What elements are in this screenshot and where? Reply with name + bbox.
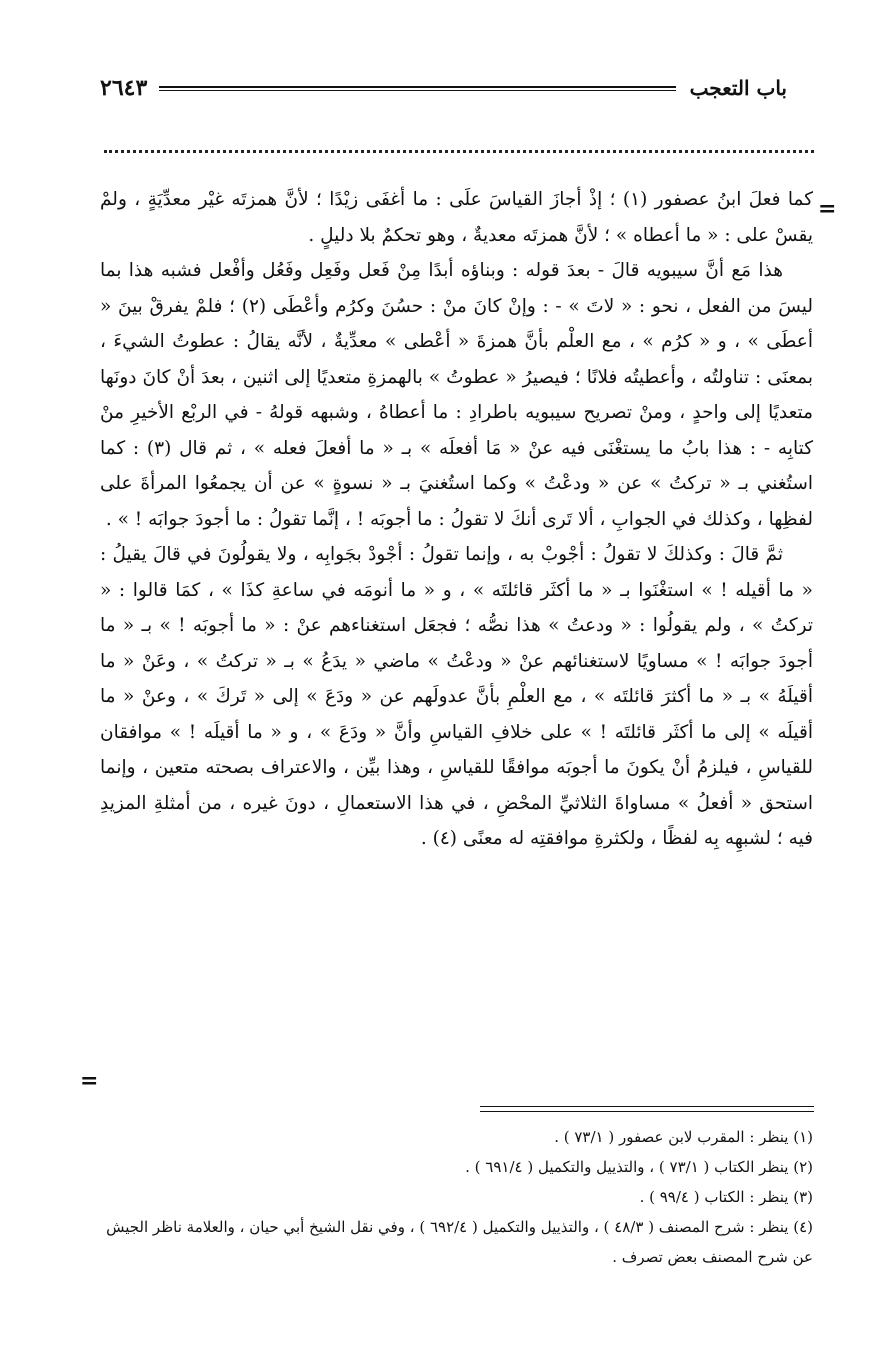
main-text xyxy=(100,182,813,857)
footnote: (٢) ينظر الكتاب ( ٧٣/١ ) ، والتذييل والتكميل ( ٦٩١/٤ ) . xyxy=(465,1158,813,1176)
continuation-mark-end: = xyxy=(80,1068,99,1094)
paragraph: كما فعلَ ابنُ عصفور (١) ؛ إذْ أجازَ القياسَ علَى : ما أغفَى زيْدًا ؛ لأنَّ همزتَه غيْر معدِّيَةٍ ، ولمْ يقسْ على : « ما أعطاه » ؛ لأنَّ همزتَه معديةٌ ، وهو تحكمٌ بلا دليلٍ . xyxy=(100,189,813,246)
paragraph: ثمَّ قالَ : وكذلكَ لا تقولُ : أجْوبْ به ، وإنما تقولُ : أجْودْ بجَوابِه ، ولا يقولُونَ في قالَ يقيلُ : « ما أقيله ! » استغْنَوا بـ « ما أكثَر قائلتَه » ، و « ما أنومَه في ساعةِ كذَا » ، كمَا قالوا : « تركتُ » ، ولم يقولُوا : « ودعتُ » هذا نصُّه ؛ فجعَل استغناءهم عنْ : « ما أجوبَه ! » بـ « ما أجودَ جوابَه ! » مساويًا لاستغنائهم عنْ « ودعْتُ » ماضي « يدَعُ » بـ « تركتُ » ، وعَنْ « ما أقيلَهُ » بـ « ما أكثرَ قائلتَه » ، مع العلْمِ بأنَّ عدولَهم عن « ودَعَ » إلى « تَركَ » ، وعنْ « ما أقيلَه » إلى ما أكثَر قائلتَه ! » على خلافِ القياسِ وأنَّ « ودَعَ » ، و « ما أقيلَه ! » موافقان للقياسِ ، فيلزمُ أنْ يكونَ ما أجوبَه موافقًا للقياسِ ، وهذا بيِّن ، والاعتراف بصحته متعين ، وإنما استحق « أفعلُ » مساواةَ الثلاثيِّ المحْضِ ، في هذا الاستعمالِ ، دونَ غيره ، من أمثلةِ المزيدِ فيه ؛ لشبهِه بِه لفظًا ، ولكثرةِ موافقتِه له معنًى (٤) . xyxy=(100,544,813,849)
header-rule xyxy=(159,86,675,91)
continuation-mark-start: = xyxy=(818,196,837,222)
footnote-rule xyxy=(480,1106,814,1112)
footnote: (٤) ينظر : شرح المصنف ( ٤٨/٣ ) ، والتذييل والتكميل ( ٦٩٢/٤ ) ، وفي نقل الشيخ أبي حيان ، والعلامة ناظر الجيش عن شرح المصنف بعض تصرف . xyxy=(106,1218,813,1266)
footnote: (١) ينظر : المقرب لابن عصفور ( ٧٣/١ ) . xyxy=(554,1128,813,1146)
page-header xyxy=(100,68,787,108)
page-number: ٢٦٤٣ xyxy=(100,75,148,101)
dotted-separator xyxy=(104,140,814,153)
footnote: (٣) ينظر : الكتاب ( ٩٩/٤ ) . xyxy=(639,1188,813,1206)
chapter-title: باب التعجب xyxy=(689,76,787,100)
paragraph: هذا مَع أنَّ سيبويه قالَ - بعدَ قوله : وبناؤه أبدًا مِنْ فَعل وفَعِل وفَعُل وأفْعل فشبه هذا بما ليسَ من الفعل ، نحو : « لاتَ » - : وإنْ كانَ منْ : حسُنَ وكرُم وأعْطَى (٢) ؛ فلمْ يفرقْ بينَ « أعطَى » ، و « كرُم » ، مع العلْم بأنَّ همزةَ « أعْطى » معدِّيةٌ ، لأنَّه يقالُ : عطوتُ الشيءَ ، بمعنَى : تناولتُه ، وأعطيتُه فلانًا ؛ فيصيرُ « عطوتُ » بالهمزةِ متعديًا إلى اثنين ، بعدَ أنْ كانَ دونَها متعديًا إلى واحدٍ ، ومنْ تصريح سيبويه باطرادِ : ما أعطاهُ ، وشبهه قولهُ - في الربْع الأخيرِ منْ كتابِه - : هذا بابُ ما يستغْنَى فيه عنْ « مَا أفعلَه » بـ « ما أفعلَ فعله » ، ثم قال (٣) : كما استُغني بـ « تركتُ » عن « ودعْتُ » وكما استُغنيَ بـ « نسوةٍ » عن أن يجمعُوا المرأةَ على لفظِها ، وكذلك في الجوابِ ، ألا تَرى أنكَ لا تقولُ : ما أجوبَه ! ، إنَّما تقولُ : ما أجودَ جوابَه ! » . xyxy=(100,260,813,530)
footnotes xyxy=(100,1122,813,1272)
